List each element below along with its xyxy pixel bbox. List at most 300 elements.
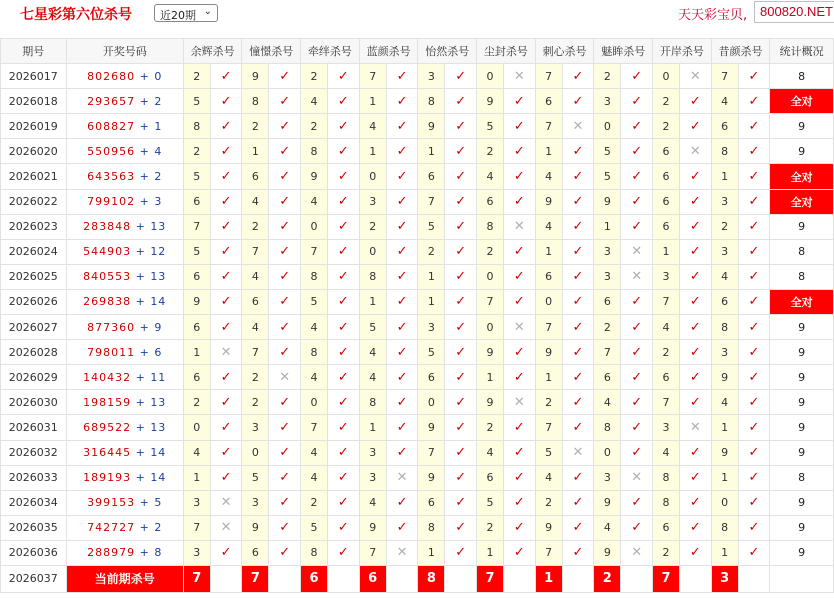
check-icon: ✓ <box>503 540 535 565</box>
table-row <box>1 315 834 340</box>
kill-value-cell: 6 <box>477 465 504 490</box>
kill-value-cell: 4 <box>359 340 386 365</box>
kill-value-cell: 1 <box>359 139 386 164</box>
check-icon: ✓ <box>562 490 594 515</box>
cross-icon: ✕ <box>621 465 653 490</box>
issue-cell: 2026032 <box>1 440 67 465</box>
issue-cell: 2026027 <box>1 315 67 340</box>
check-icon: ✓ <box>269 440 301 465</box>
bonus-number: 4 <box>154 144 163 158</box>
check-icon: ✓ <box>445 315 477 340</box>
check-icon: ✓ <box>386 289 418 314</box>
check-icon: ✓ <box>679 239 711 264</box>
kill-value-cell: 1 <box>535 239 562 264</box>
check-icon: ✓ <box>738 515 770 540</box>
kill-value-cell: 6 <box>418 490 445 515</box>
kill-value-cell: 1 <box>183 340 210 365</box>
check-icon: ✓ <box>738 440 770 465</box>
check-icon: ✓ <box>562 515 594 540</box>
bonus-number: 14 <box>150 446 167 460</box>
kill-value-cell: 6 <box>653 214 680 239</box>
check-icon: ✓ <box>679 440 711 465</box>
kill-value-cell: 8 <box>183 114 210 139</box>
kill-value-cell: 0 <box>359 164 386 189</box>
check-icon: ✓ <box>386 340 418 365</box>
kill-value-cell: 6 <box>242 289 269 314</box>
current-kill-value: 7 <box>477 565 504 592</box>
table-row <box>1 340 834 365</box>
kill-value-cell: 2 <box>477 139 504 164</box>
check-icon: ✓ <box>738 540 770 565</box>
page-title: 七星彩第六位杀号 <box>20 7 132 23</box>
current-kill-value: 6 <box>359 565 386 592</box>
check-icon: ✓ <box>445 264 477 289</box>
kill-value-cell: 4 <box>535 214 562 239</box>
kill-value-cell: 0 <box>418 390 445 415</box>
kill-value-cell: 4 <box>301 365 328 390</box>
check-icon: ✓ <box>679 365 711 390</box>
check-icon: ✓ <box>679 390 711 415</box>
draw-number-cell <box>66 365 183 390</box>
kill-value-cell: 7 <box>183 515 210 540</box>
kill-value-cell: 3 <box>242 490 269 515</box>
bonus-number: 9 <box>154 320 163 334</box>
current-kill-value: 3 <box>711 565 738 592</box>
kill-value-cell: 4 <box>183 440 210 465</box>
draw-number: 140432 <box>83 370 132 384</box>
plus-sign: + <box>131 220 151 234</box>
check-icon: ✓ <box>503 289 535 314</box>
issue-cell: 2026022 <box>1 189 67 214</box>
check-icon: ✓ <box>562 340 594 365</box>
draw-number-cell <box>66 390 183 415</box>
check-icon: ✓ <box>269 315 301 340</box>
draw-number: 293657 <box>87 94 136 108</box>
empty-cell <box>562 565 594 592</box>
check-icon: ✓ <box>210 89 242 114</box>
check-icon: ✓ <box>738 490 770 515</box>
table-row <box>1 264 834 289</box>
current-kill-value: 6 <box>301 565 328 592</box>
issue-cell: 2026020 <box>1 139 67 164</box>
kill-value-cell: 7 <box>594 340 621 365</box>
check-icon: ✓ <box>621 289 653 314</box>
check-icon: ✓ <box>738 340 770 365</box>
check-icon: ✓ <box>621 114 653 139</box>
kill-value-cell: 8 <box>359 264 386 289</box>
table-row <box>1 440 834 465</box>
hit-count-cell: 9 <box>770 340 834 365</box>
kill-value-cell: 4 <box>301 89 328 114</box>
check-icon: ✓ <box>738 214 770 239</box>
kill-value-cell: 5 <box>418 214 445 239</box>
current-kill-value: 1 <box>535 565 562 592</box>
kill-value-cell: 9 <box>711 440 738 465</box>
check-icon: ✓ <box>269 540 301 565</box>
kill-value-cell: 0 <box>477 64 504 89</box>
kill-value-cell: 4 <box>242 315 269 340</box>
check-icon: ✓ <box>210 390 242 415</box>
kill-value-cell: 4 <box>711 390 738 415</box>
hit-count-cell: 9 <box>770 139 834 164</box>
kill-value-cell: 1 <box>711 415 738 440</box>
check-icon: ✓ <box>562 365 594 390</box>
check-icon: ✓ <box>327 114 359 139</box>
check-icon: ✓ <box>327 515 359 540</box>
draw-number-cell <box>66 114 183 139</box>
check-icon: ✓ <box>503 490 535 515</box>
check-icon: ✓ <box>327 465 359 490</box>
draw-number-cell <box>66 515 183 540</box>
plus-sign: + <box>135 69 155 83</box>
kill-value-cell: 6 <box>653 139 680 164</box>
kill-value-cell: 5 <box>594 164 621 189</box>
draw-number: 799102 <box>87 195 136 209</box>
kill-value-cell: 9 <box>477 89 504 114</box>
table-row <box>1 515 834 540</box>
kill-value-cell: 7 <box>301 239 328 264</box>
bonus-number: 8 <box>154 546 163 560</box>
check-icon: ✓ <box>269 189 301 214</box>
top-bar <box>0 0 834 36</box>
check-icon: ✓ <box>738 264 770 289</box>
check-icon: ✓ <box>503 415 535 440</box>
table-row <box>1 239 834 264</box>
check-icon: ✓ <box>621 340 653 365</box>
kill-value-cell: 2 <box>301 490 328 515</box>
bonus-number: 14 <box>150 471 167 485</box>
kill-value-cell: 2 <box>594 64 621 89</box>
kill-value-cell: 0 <box>477 315 504 340</box>
kill-value-cell: 9 <box>418 114 445 139</box>
hit-count-cell: 8 <box>770 239 834 264</box>
check-icon: ✓ <box>562 139 594 164</box>
check-icon: ✓ <box>445 189 477 214</box>
kill-value-cell: 9 <box>477 340 504 365</box>
bonus-number: 5 <box>154 496 163 510</box>
check-icon: ✓ <box>386 440 418 465</box>
check-icon: ✓ <box>679 315 711 340</box>
table-row <box>1 415 834 440</box>
issue-cell: 2026024 <box>1 239 67 264</box>
check-icon: ✓ <box>621 515 653 540</box>
check-icon: ✓ <box>562 164 594 189</box>
kill-value-cell: 1 <box>418 139 445 164</box>
check-icon: ✓ <box>621 189 653 214</box>
check-icon: ✓ <box>738 390 770 415</box>
kill-value-cell: 4 <box>653 440 680 465</box>
kill-value-cell: 2 <box>653 89 680 114</box>
hit-count-cell: 8 <box>770 64 834 89</box>
bonus-number: 13 <box>150 395 167 409</box>
check-icon: ✓ <box>562 540 594 565</box>
kill-value-cell: 9 <box>535 340 562 365</box>
kill-value-cell: 0 <box>183 415 210 440</box>
kill-value-cell: 5 <box>535 440 562 465</box>
hit-count-cell: 9 <box>770 214 834 239</box>
draw-number: 840553 <box>83 270 132 284</box>
draw-number: 283848 <box>83 220 132 234</box>
check-icon: ✓ <box>445 289 477 314</box>
check-icon: ✓ <box>503 465 535 490</box>
check-icon: ✓ <box>445 139 477 164</box>
issue-cell: 2026036 <box>1 540 67 565</box>
kill-value-cell: 6 <box>183 264 210 289</box>
check-icon: ✓ <box>269 390 301 415</box>
check-icon: ✓ <box>269 515 301 540</box>
kill-value-cell: 8 <box>301 139 328 164</box>
cross-icon: ✕ <box>210 515 242 540</box>
column-header-method: 余辉杀号 <box>183 39 242 64</box>
kill-value-cell: 7 <box>535 315 562 340</box>
kill-value-cell: 0 <box>594 440 621 465</box>
table-row <box>1 189 834 214</box>
draw-number: 198159 <box>83 395 132 409</box>
current-kill-value: 7 <box>183 565 210 592</box>
kill-value-cell: 2 <box>242 114 269 139</box>
bonus-number: 3 <box>154 195 163 209</box>
all-correct-badge: 全对 <box>770 89 834 114</box>
cross-icon: ✕ <box>503 315 535 340</box>
check-icon: ✓ <box>503 164 535 189</box>
check-icon: ✓ <box>386 89 418 114</box>
draw-number-cell <box>66 264 183 289</box>
check-icon: ✓ <box>503 139 535 164</box>
column-header-numbers: 开奖号码 <box>66 39 183 64</box>
cross-icon: ✕ <box>210 490 242 515</box>
current-kill-label: 当前期杀号 <box>66 565 183 592</box>
kill-value-cell: 6 <box>183 365 210 390</box>
check-icon: ✓ <box>210 540 242 565</box>
check-icon: ✓ <box>621 440 653 465</box>
table-row <box>1 139 834 164</box>
site-link[interactable]: 800820.NET <box>754 1 834 23</box>
check-icon: ✓ <box>503 340 535 365</box>
kill-value-cell: 0 <box>301 214 328 239</box>
period-select-value: 近20期 <box>160 9 196 22</box>
kill-value-cell: 2 <box>301 64 328 89</box>
kill-value-cell: 8 <box>477 214 504 239</box>
empty-cell <box>770 565 834 592</box>
draw-number-cell <box>66 315 183 340</box>
kill-value-cell: 1 <box>477 365 504 390</box>
kill-value-cell: 4 <box>477 164 504 189</box>
check-icon: ✓ <box>269 490 301 515</box>
empty-cell <box>621 565 653 592</box>
kill-value-cell: 9 <box>535 515 562 540</box>
kill-value-cell: 0 <box>594 114 621 139</box>
hit-count-cell: 9 <box>770 390 834 415</box>
check-icon: ✓ <box>621 139 653 164</box>
kill-value-cell: 7 <box>359 64 386 89</box>
cross-icon: ✕ <box>679 415 711 440</box>
kill-value-cell: 0 <box>477 264 504 289</box>
draw-number: 798011 <box>87 345 136 359</box>
draw-number: 316445 <box>83 446 132 460</box>
kill-value-cell: 1 <box>183 465 210 490</box>
check-icon: ✓ <box>327 289 359 314</box>
draw-number: 544903 <box>83 245 132 259</box>
kill-value-cell: 2 <box>594 315 621 340</box>
draw-number-cell <box>66 89 183 114</box>
plus-sign: + <box>135 144 155 158</box>
kill-value-cell: 4 <box>594 515 621 540</box>
table-row <box>1 89 834 114</box>
kill-value-cell: 1 <box>477 540 504 565</box>
draw-number-cell <box>66 214 183 239</box>
kill-value-cell: 6 <box>242 164 269 189</box>
issue-cell: 2026019 <box>1 114 67 139</box>
check-icon: ✓ <box>738 139 770 164</box>
period-select[interactable] <box>154 4 218 22</box>
table-row <box>1 365 834 390</box>
check-icon: ✓ <box>386 214 418 239</box>
draw-number: 550956 <box>87 144 136 158</box>
kill-value-cell: 2 <box>183 139 210 164</box>
column-header-method: 蓝颜杀号 <box>359 39 418 64</box>
kill-value-cell: 3 <box>594 264 621 289</box>
bonus-number: 1 <box>154 119 163 133</box>
hit-count-cell: 9 <box>770 490 834 515</box>
check-icon: ✓ <box>327 164 359 189</box>
draw-number-cell <box>66 490 183 515</box>
check-icon: ✓ <box>503 89 535 114</box>
kill-value-cell: 2 <box>535 390 562 415</box>
kill-value-cell: 4 <box>242 264 269 289</box>
kill-value-cell: 7 <box>535 64 562 89</box>
check-icon: ✓ <box>445 164 477 189</box>
bonus-number: 13 <box>150 220 167 234</box>
kill-value-cell: 4 <box>242 189 269 214</box>
plus-sign: + <box>131 420 151 434</box>
check-icon: ✓ <box>386 164 418 189</box>
check-icon: ✓ <box>386 264 418 289</box>
check-icon: ✓ <box>445 214 477 239</box>
check-icon: ✓ <box>269 89 301 114</box>
kill-value-cell: 5 <box>594 139 621 164</box>
check-icon: ✓ <box>679 264 711 289</box>
kill-value-cell: 1 <box>418 264 445 289</box>
check-icon: ✓ <box>445 440 477 465</box>
kill-value-cell: 1 <box>242 139 269 164</box>
check-icon: ✓ <box>679 515 711 540</box>
draw-number-cell <box>66 239 183 264</box>
promo-text[interactable]: 天天彩宝贝, <box>678 8 748 23</box>
kill-value-cell: 0 <box>242 440 269 465</box>
kill-value-cell: 7 <box>418 440 445 465</box>
hit-count-cell: 9 <box>770 315 834 340</box>
cross-icon: ✕ <box>679 139 711 164</box>
hit-count-cell: 9 <box>770 114 834 139</box>
check-icon: ✓ <box>562 415 594 440</box>
check-icon: ✓ <box>562 465 594 490</box>
check-icon: ✓ <box>562 64 594 89</box>
kill-value-cell: 6 <box>653 365 680 390</box>
check-icon: ✓ <box>210 164 242 189</box>
check-icon: ✓ <box>327 139 359 164</box>
check-icon: ✓ <box>738 114 770 139</box>
plus-sign: + <box>131 295 151 309</box>
kill-value-cell: 7 <box>242 340 269 365</box>
check-icon: ✓ <box>738 465 770 490</box>
check-icon: ✓ <box>738 415 770 440</box>
kill-value-cell: 9 <box>242 64 269 89</box>
empty-cell <box>679 565 711 592</box>
kill-value-cell: 4 <box>301 189 328 214</box>
bonus-number: 14 <box>150 295 167 309</box>
kill-value-cell: 4 <box>535 465 562 490</box>
current-kill-value: 8 <box>418 565 445 592</box>
kill-value-cell: 3 <box>711 239 738 264</box>
check-icon: ✓ <box>327 239 359 264</box>
cross-icon: ✕ <box>503 390 535 415</box>
kill-value-cell: 1 <box>418 289 445 314</box>
kill-value-cell: 6 <box>418 164 445 189</box>
kill-value-cell: 4 <box>301 440 328 465</box>
current-kill-value: 2 <box>594 565 621 592</box>
check-icon: ✓ <box>738 189 770 214</box>
kill-value-cell: 2 <box>477 515 504 540</box>
table-row <box>1 490 834 515</box>
kill-value-cell: 8 <box>301 264 328 289</box>
check-icon: ✓ <box>269 64 301 89</box>
plus-sign: + <box>135 521 155 535</box>
kill-value-cell: 9 <box>418 415 445 440</box>
check-icon: ✓ <box>445 540 477 565</box>
check-icon: ✓ <box>269 164 301 189</box>
kill-value-cell: 5 <box>301 289 328 314</box>
check-icon: ✓ <box>621 415 653 440</box>
kill-value-cell: 1 <box>535 365 562 390</box>
check-icon: ✓ <box>327 64 359 89</box>
check-icon: ✓ <box>210 214 242 239</box>
check-icon: ✓ <box>269 139 301 164</box>
check-icon: ✓ <box>738 89 770 114</box>
kill-value-cell: 3 <box>359 440 386 465</box>
check-icon: ✓ <box>210 139 242 164</box>
plus-sign: + <box>135 195 155 209</box>
check-icon: ✓ <box>210 239 242 264</box>
check-icon: ✓ <box>210 189 242 214</box>
check-icon: ✓ <box>210 415 242 440</box>
check-icon: ✓ <box>679 289 711 314</box>
kill-value-cell: 5 <box>301 515 328 540</box>
cross-icon: ✕ <box>210 340 242 365</box>
check-icon: ✓ <box>503 365 535 390</box>
check-icon: ✓ <box>386 365 418 390</box>
draw-number-cell <box>66 340 183 365</box>
draw-number: 877360 <box>87 320 136 334</box>
table-row <box>1 164 834 189</box>
check-icon: ✓ <box>738 365 770 390</box>
check-icon: ✓ <box>386 490 418 515</box>
check-icon: ✓ <box>738 239 770 264</box>
check-icon: ✓ <box>679 540 711 565</box>
kill-value-cell: 2 <box>301 114 328 139</box>
check-icon: ✓ <box>679 340 711 365</box>
check-icon: ✓ <box>679 164 711 189</box>
check-icon: ✓ <box>386 64 418 89</box>
check-icon: ✓ <box>327 490 359 515</box>
kill-value-cell: 6 <box>594 365 621 390</box>
kill-value-cell: 1 <box>535 139 562 164</box>
kill-value-cell: 3 <box>418 315 445 340</box>
check-icon: ✓ <box>210 264 242 289</box>
draw-number: 643563 <box>87 170 136 184</box>
all-correct-badge: 全对 <box>770 164 834 189</box>
column-header-method: 开岸杀号 <box>653 39 712 64</box>
draw-number-cell <box>66 139 183 164</box>
